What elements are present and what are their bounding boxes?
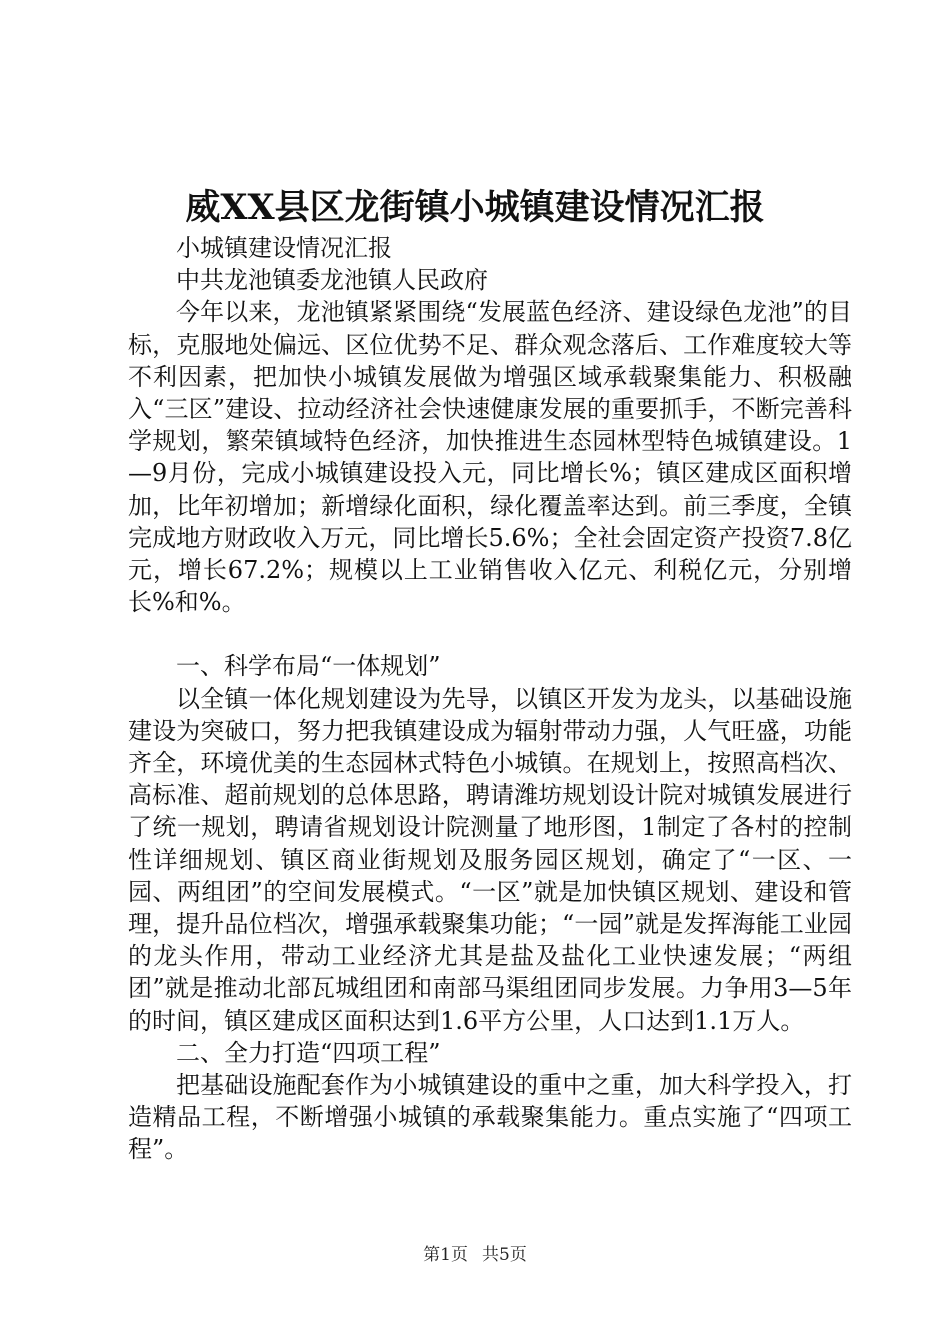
paragraph-author: 中共龙池镇委龙池镇人民政府 — [176, 266, 488, 295]
paragraph-planning: 以全镇一体化规划建设为先导，以镇区开发为龙头，以基础设施建设为突破口，努力把我镇建设成为辐射带动力强，人气旺盛，功能齐全，环境优美的生态园林式特色小城镇。在规划上，按照高档次、高标准、超前规划的总体思路，聘请潍坊规划设计院对城镇发展进行了统一规划，聘请省规划设计院测量了地形图，1制定了各村的控制性详细规划、镇区商业街规划及服务园区规划，确定了“一区、一园、两组团”的空间发展模式。“一区”就是加快镇区规划、建设和管理，提升品位档次，增强承载聚集功能；“一园”就是发挥海能工业园的龙头作用，带动工业经济尤其是盐及盐化工业快速发展；“两组团”就是推动北部瓦城组团和南部马渠组团同步发展。力争用3—5年的时间，镇区建成区面积达到1.6平方公里，人口达到1.1万人。 — [128, 684, 852, 1035]
page-total: 共5页 — [482, 1245, 527, 1265]
section-heading-1: 一、科学布局“一体规划” — [176, 652, 441, 681]
section-heading-2: 二、全力打造“四项工程” — [176, 1038, 441, 1067]
paragraph-subtitle: 小城镇建设情况汇报 — [176, 234, 392, 262]
document-body — [128, 232, 852, 1166]
page-number: 第1页 — [423, 1245, 468, 1265]
document-title: 威XX县区龙街镇小城镇建设情况汇报 — [185, 187, 765, 228]
page-footer — [0, 1243, 950, 1267]
paragraph-infrastructure: 把基础设施配套作为小城镇建设的重中之重，加大科学投入，打造精品工程，不断增强小城镇的承载聚集能力。重点实施了“四项工程”。 — [128, 1071, 852, 1164]
paragraph-intro: 今年以来，龙池镇紧紧围绕“发展蓝色经济、建设绿色龙池”的目标，克服地处偏远、区位优势不足、群众观念落后、工作难度较大等不利因素，把加快小城镇发展做为增强区域承载聚集能力、积极融入“三区”建设、拉动经济社会快速健康发展的重要抓手，不断完善科学规划，繁荣镇域特色经济，加快推进生态园林型特色城镇建设。1—9月份，完成小城镇建设投入元，同比增长%；镇区建成区面积增加，比年初增加；新增绿化面积，绿化覆盖率达到。前三季度，全镇完成地方财政收入万元，同比增长5.6%；全社会固定资产投资7.8亿元，增长67.2%；规模以上工业销售收入亿元、利税亿元，分别增长%和%。 — [128, 298, 852, 617]
